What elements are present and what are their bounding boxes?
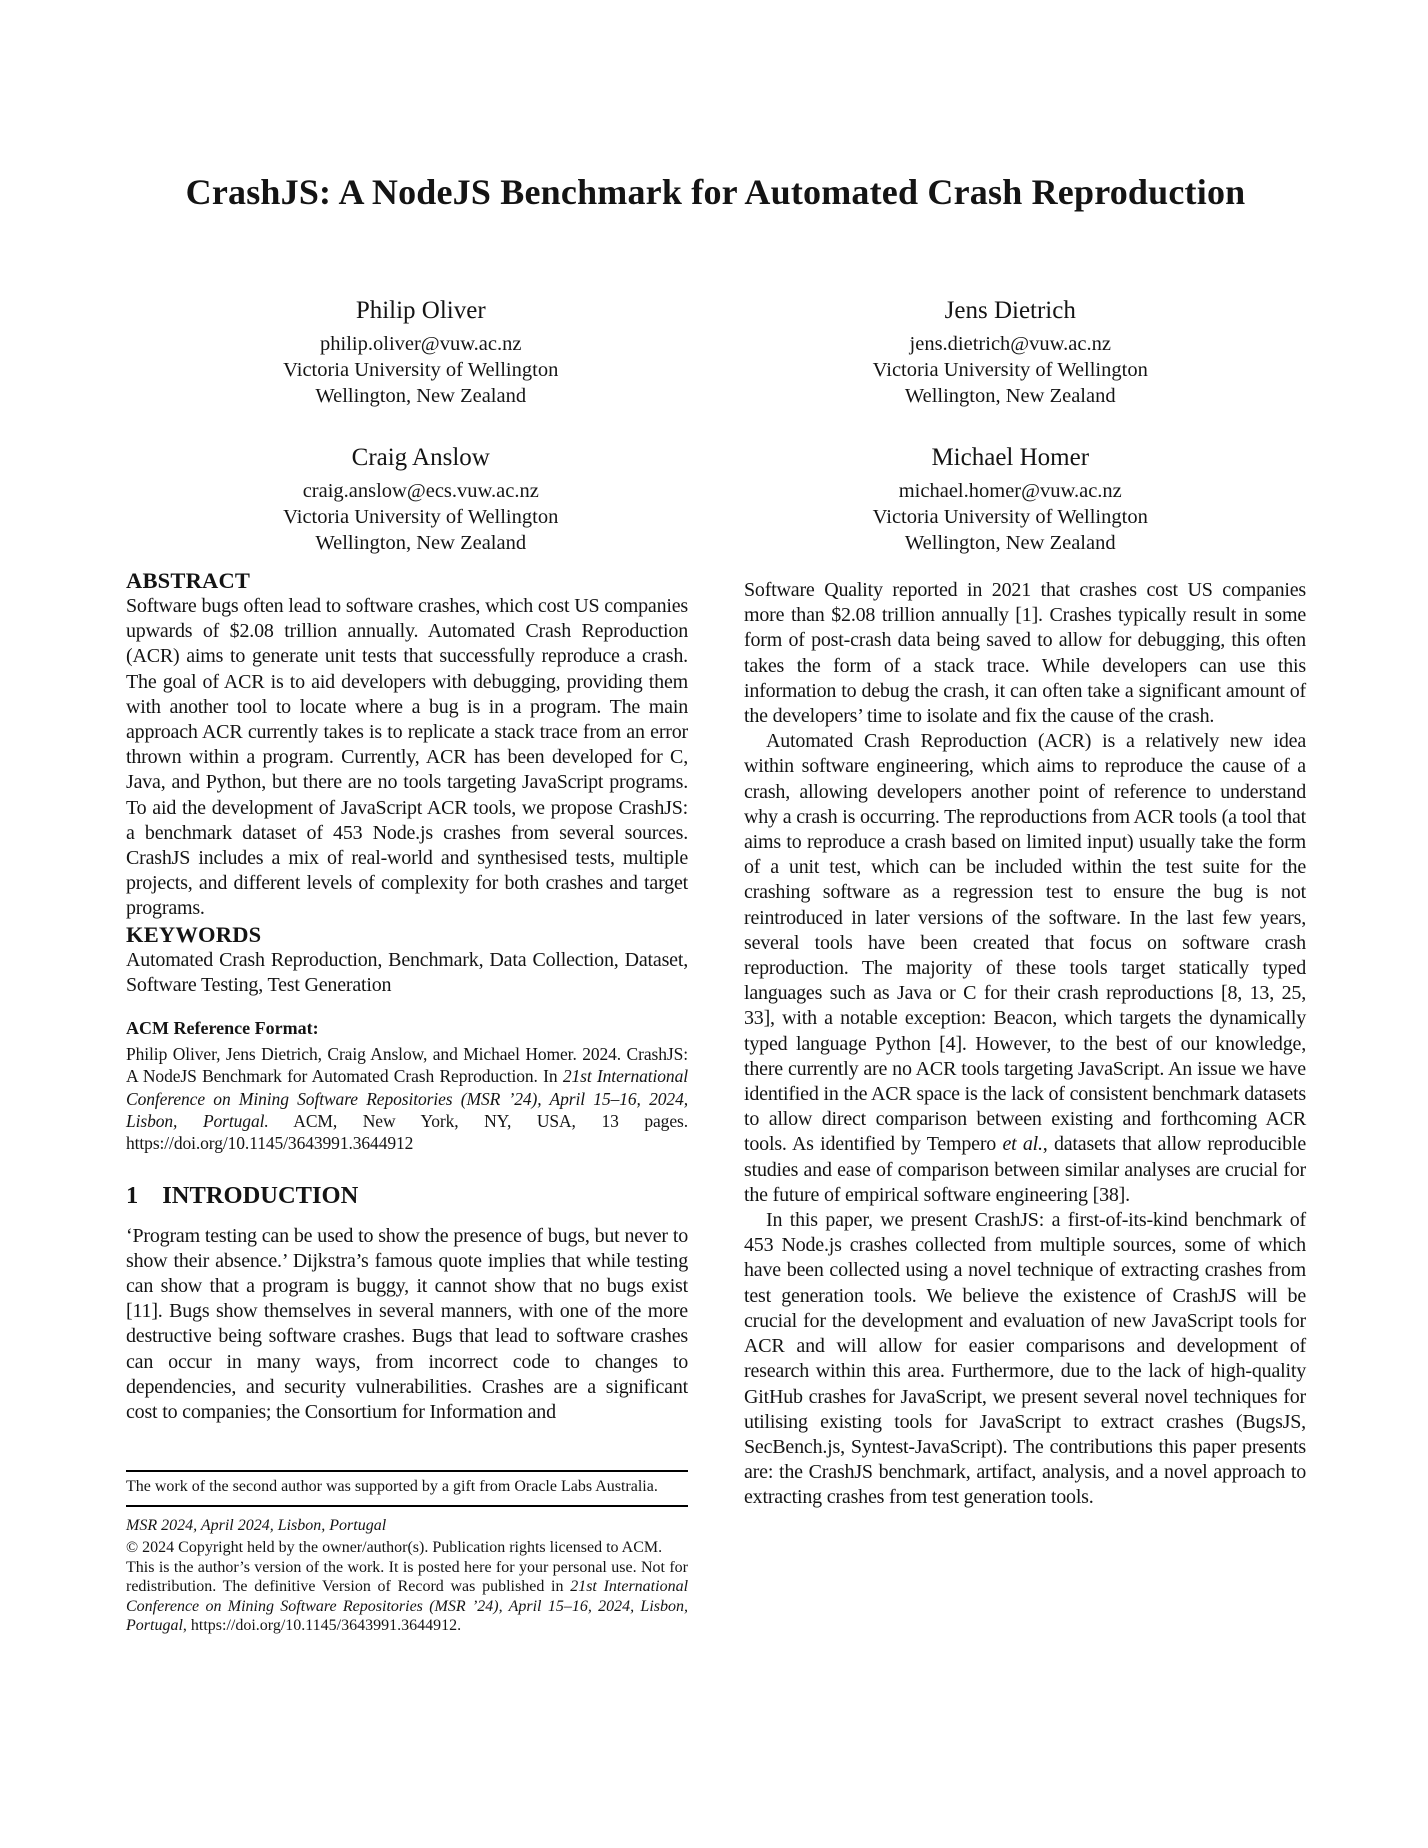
author-name: Philip Oliver [355,297,486,324]
keywords-text: Automated Crash Reproduction, Benchmark, Data Collection, Dataset, Software Testing, Test Generation [126,948,688,996]
author-affiliation: Victoria University of Wellington [872,359,1148,381]
author-location: Wellington, New Zealand [904,385,1116,407]
version-venue-italic: 21st International Conference on Mining Software Repositories (MSR ’24), April 15–16, 2024, Lisbon, Portugal [126,1578,689,1634]
acm-reference-authors: Philip Oliver, Jens Dietrich, Craig Anslow, and Michael Homer. 2024. CrashJS: A NodeJS Benchmark for Automated Crash Reproduction. In [126,1044,688,1087]
author-block [716,443,1306,556]
author-email: michael.homer@vuw.ac.nz [898,480,1122,502]
author-block [716,296,1306,409]
intro-paragraph: ‘Program testing can be used to show the presence of bugs, but never to show their absence.’ Dijkstra’s famous quote implies that while testing can show that a program is buggy, it cannot show that no bugs exist [11]. Bugs show themselves in several manners, with one of the more destructive being software crashes. Bugs that lead to software crashes can occur in many ways, from incorrect code to changes to dependencies, and security vulnerabilities. Crashes are a significant cost to companies; the Consortium for Information and [126,1224,688,1423]
funding-note: The work of the second author was supported by a gift from Oracle Labs Australia. [126,1478,658,1495]
author-name: Michael Homer [931,444,1090,471]
acr-paragraph-text: Automated Crash Reproduction (ACR) is a relatively new idea within software engineering, which aims to reproduce the cause of a crash, allowing developers another point of reference to understand why a crash is occurring. The reproductions from ACR tools (a tool that aims to reproduce a crash based on limited input) usually take the form of a unit test, which can be included within the test suite for the crashing software as a regression test to ensure the bug is not reintroduced in later versions of the software. In the last few years, several tools have been created that focus on software crash reproduction. The majority of these tools target statically typed languages such as Java or C for their crash reproductions [8, 13, 25, 33], with a notable exception: Beacon, which targets the dynamically typed language Python [4]. However, to the best of our knowledge, there currently are no ACR tools targeting JavaScript. An issue we have identified in the ACR space is the lack of consistent benchmark datasets to allow direct comparison between existing and forthcoming ACR tools. As identified by Tempero [744,730,1306,1156]
author-affiliation: Victoria University of Wellington [283,506,559,528]
authors-grid [126,296,1305,556]
version-note: This is the author’s version of the work. It is posted here for your personal use. Not for redistribution. The definitive Version of Record was published in [126,1558,688,1595]
acm-reference-venue: 21st International Conference on Mining Software Repositories (MSR ’24), April 15–16, 2024, Lisbon, Portugal. [126,1066,688,1131]
right-column [744,568,1306,1511]
keywords-heading: KEYWORDS [126,921,262,947]
author-block [126,296,716,409]
author-location: Wellington, New Zealand [315,385,527,407]
author-email: craig.anslow@ecs.vuw.ac.nz [302,480,539,502]
abstract-heading: ABSTRACT [126,568,251,593]
acm-reference-text [126,1043,688,1154]
author-block [126,443,716,556]
author-name: Jens Dietrich [944,297,1076,324]
copyright-line: © 2024 Copyright held by the owner/author(s). Publication rights licensed to ACM. [126,1539,663,1556]
author-name: Craig Anslow [351,444,490,471]
author-affiliation: Victoria University of Wellington [872,506,1148,528]
acm-reference-heading: ACM Reference Format: [126,1018,319,1039]
acr-paragraph [744,729,1306,1208]
paper-title: CrashJS: A NodeJS Benchmark for Automated Crash Reproduction [185,172,1246,212]
version-doi: , https://doi.org/10.1145/3643991.3644912. [182,1617,462,1634]
acm-reference-doi: ACM, New York, NY, USA, 13 pages. https://doi.org/10.1145/3643991.3644912 [126,1110,688,1154]
footnote-block [126,1470,688,1636]
section-1-heading [126,1182,688,1210]
section-number: 1 [126,1181,139,1209]
author-affiliation: Victoria University of Wellington [283,359,559,381]
author-email: philip.oliver@vuw.ac.nz [320,333,522,355]
section-title: INTRODUCTION [162,1181,359,1209]
contributions-paragraph: In this paper, we present CrashJS: a first-of-its-kind benchmark of 453 Node.js crashes collected from multiple sources, some of which have been collected using a novel technique of extracting crashes from test generation tools. We believe the existence of CrashJS will be crucial for the development and evaluation of new JavaScript tools for ACR and will allow for easier comparisons and development of research within this area. Furthermore, due to the lack of high-quality GitHub crashes for JavaScript, we present several novel techniques for utilising existing tools for JavaScript to extract crashes (BugsJS, SecBench.js, Syntest-JavaScript). The contributions this paper presents are: the CrashJS benchmark, artifact, analysis, and a novel approach to extracting crashes from test generation tools. [744,1209,1306,1509]
author-location: Wellington, New Zealand [315,532,527,554]
copyright-rule [126,1505,688,1507]
venue-line: MSR 2024, April 2024, Lisbon, Portugal [126,1516,387,1534]
abstract-text: Software bugs often lead to software crashes, which cost US companies upwards of $2.08 trillion annually. Automated Crash Reproduction (ACR) aims to generate unit tests that successfully reproduce a crash. The goal of ACR is to aid developers with debugging, providing them with another tool to locate where a bug is in a program. The main approach ACR currently takes is to replicate a stack trace from an error thrown within a program. Currently, ACR has been developed for C, Java, and Python, but there are no tools targeting JavaScript programs. To aid the development of JavaScript ACR tools, we propose CrashJS: a benchmark dataset of 453 Node.js crashes from several sources. CrashJS includes a mix of real-world and synthesised tests, multiple projects, and different levels of complexity for both crashes and target programs. [126,595,688,920]
intro-paragraph-continued: Software Quality reported in 2021 that crashes cost US companies more than $2.08 trillion annually [1]. Crashes typically result in some form of post-crash data being saved to allow for debugging, this often takes the form of a stack trace. While developers can use this information to debug the crash, it can often take a significant amount of the developers’ time to isolate and fix the cause of the crash. [744,579,1306,728]
author-email: jens.dietrich@vuw.ac.nz [909,333,1111,355]
author-location: Wellington, New Zealand [904,532,1116,554]
et-al-italic: et al. [1002,1133,1043,1156]
copyright-notice [126,1538,688,1636]
left-column [126,568,688,1425]
acr-paragraph-rest: , datasets that allow reproducible studies and ease of comparison between similar analyses are crucial for the future of empirical software engineering [38]. [744,1133,1306,1206]
